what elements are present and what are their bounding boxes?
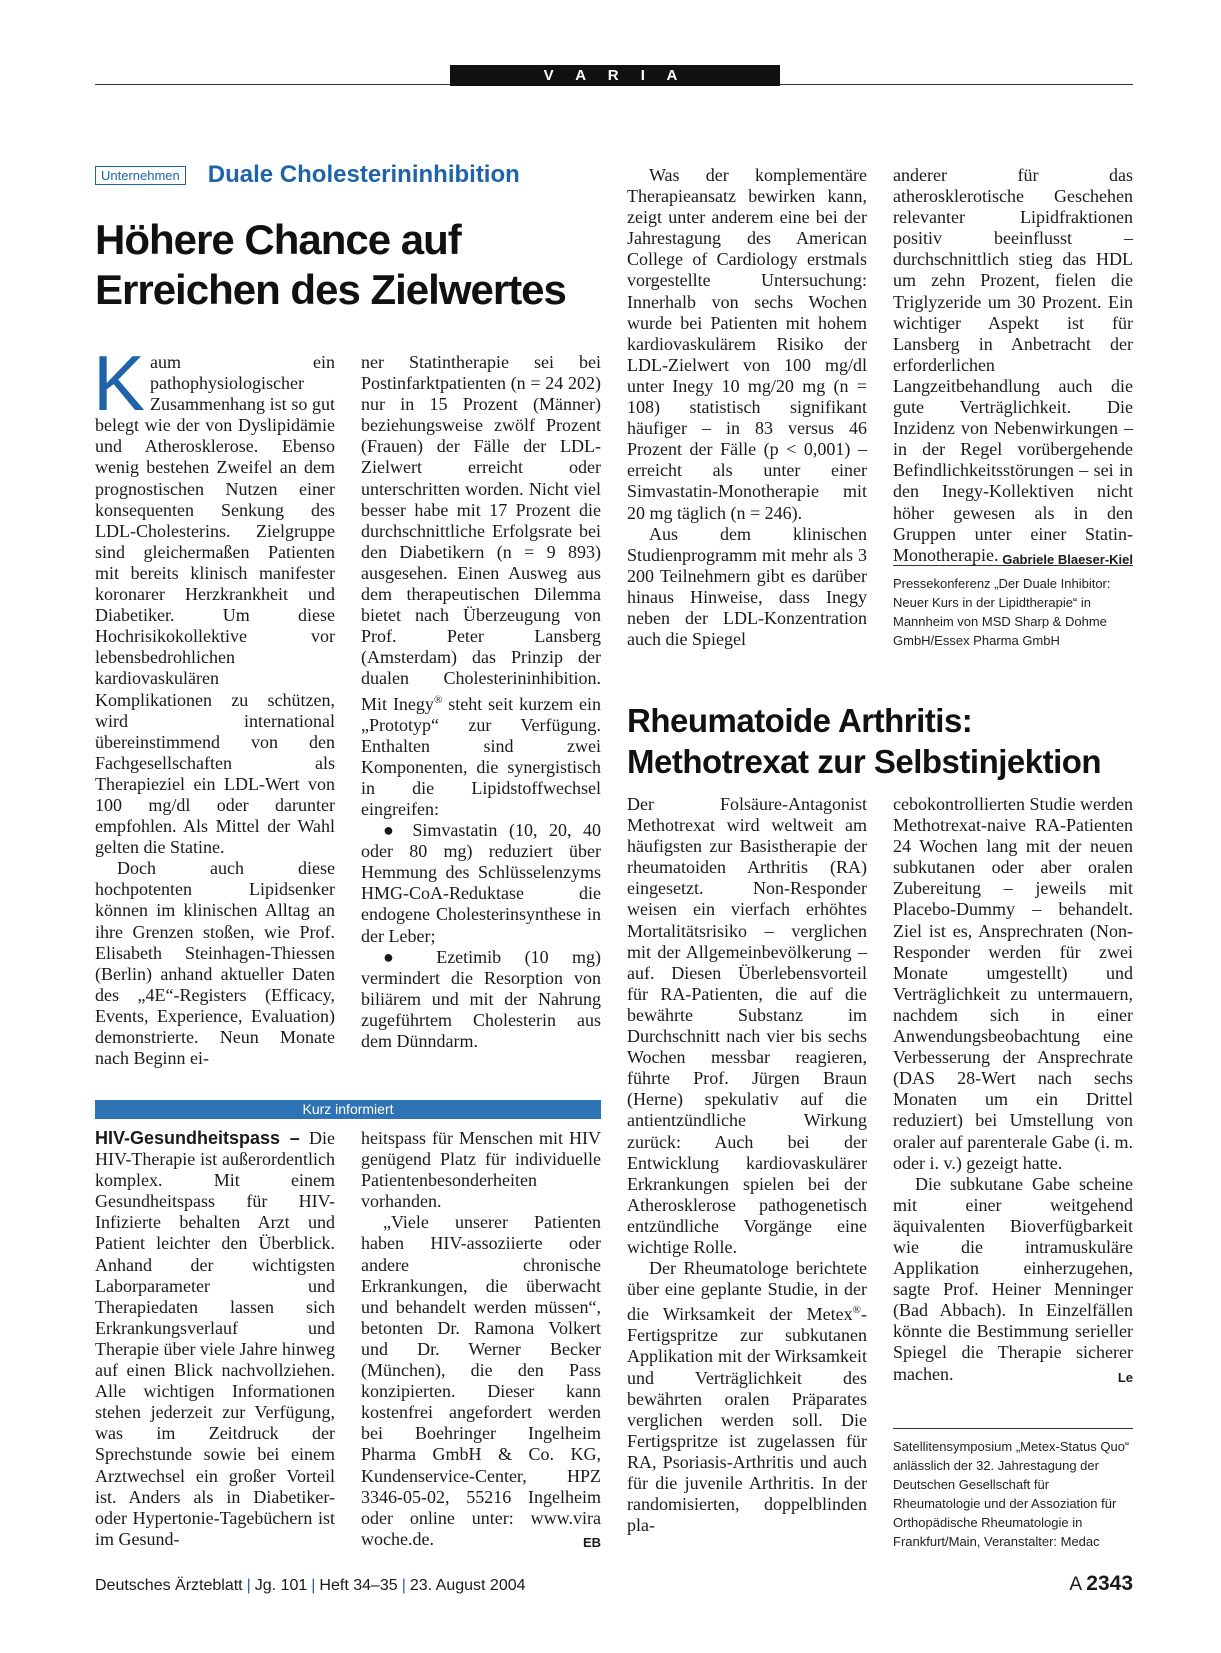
registered-mark: ® — [433, 693, 443, 706]
journal-name: Deutsches Ärzteblatt — [95, 1577, 243, 1594]
paragraph: Aus dem klinischen Studienprogramm mit mehr als 3 200 Teilnehmern gibt es darüber hinaus Hinweise, dass Inegy neben der LDL-Konzentration auch die Spiegel — [627, 523, 867, 650]
paragraph: heitspass für Menschen mit HIV genügend Platz für individuelle Patientenbesonderheiten vorhanden. — [361, 1128, 601, 1212]
issue-date: 23. August 2004 — [409, 1577, 526, 1594]
paragraph: Was der komplementäre Therapieansatz bewirken kann, zeigt unter anderem eine bei der Jahrestagung des American College of Cardiology erstmals vorgestellte Untersuchung: Innerhalb von sechs Wochen wurde bei Patienten mit hohem kardiovaskulärem Risiko der LDL-Zielwert von 100 mg/dl unter Inegy 10 mg/20 mg (n = 108) statistisch signifikant häufiger – in 83 versus 46 Prozent der Fälle (p < 0,001) – erreicht als unter einer Simvastatin-Monotherapie mit 20 mg täglich (n = 246). — [627, 165, 867, 523]
page-prefix: A — [1069, 1574, 1081, 1595]
separator: | — [246, 1577, 251, 1594]
headline-line-1: Rheumatoide Arthritis: — [627, 702, 973, 739]
article1-column-3 — [627, 165, 867, 650]
paragraph: „Viele unserer Patienten haben HIV-assoziierte oder andere chronische Erkrankungen, die überwacht und behandelt werden müssen“, betonten Dr. Ramona Volkert und Dr. Werner Becker (München), die den Pass konzipierten. Dieser kann kostenfrei angefordert werden bei Boehringer Ingelheim Pharma GmbH & Co. KG, Kundenservice-Center, HPZ 3346-05-02, 55216 Ingelheim oder online unter: www.vira woche.de. — [361, 1212, 601, 1549]
paragraph: aum ein pathophysiologischer Zusammenhang ist so gut belegt wie der von Dyslipidämie und Atherosklerose. Ebenso wenig bestehen Zweifel an dem prognostischen Nutzen einer konsequenten Senkung des LDL-Cholesterins. Zielgruppe sind gleichermaßen Patienten mit bereits klinisch manifester koronarer Herzkrankheit und Diabetiker. Um diese Hochrisikokollektive vor lebensbedrohlichen kardiovaskulären Komplikationen zu schützen, wird international übereinstimmend von den Fachgesellschaften als Therapieziel ein LDL-Wert von 100 mg/dl oder darunter empfohlen. Als Mittel der Wahl gelten die Statine. — [95, 352, 335, 858]
page-number — [1069, 1572, 1133, 1596]
headline-line-2: Erreichen des Zielwertes — [95, 266, 566, 313]
paragraph: Der Folsäure-Antagonist Methotrexat wird weltweit am häufigsten zur Basistherapie der rheumatoiden Arthritis (RA) eingesetzt. Non-Responder weisen ein vierfach erhöhtes Mortalitätsrisiko – verglichen mit der Allgemeinbevölkerung – auf. Diesen Überlebensvorteil für RA-Patienten, die auf die bewährte Substanz im Durchschnitt nach vier bis sechs Wochen messbar reagieren, führte Prof. Jürgen Braun (Herne) spekulativ auf die antientzündliche Wirkung zurück: Auch bei der Entwicklung kardiovaskulärer Erkrankungen spielen bei der Atherosklerose pathogenetisch entzündliche Vorgänge eine wichtige Rolle. — [627, 794, 867, 1257]
volume: Jg. 101 — [254, 1577, 308, 1594]
issue: Heft 34–35 — [319, 1577, 398, 1594]
drop-cap: K — [93, 339, 146, 427]
info-box-title: Kurz informiert — [95, 1100, 601, 1119]
info-box-column-1 — [95, 1128, 335, 1550]
article1-column-1 — [93, 339, 335, 1069]
source-note: Pressekonferenz „Der Duale Inhibitor: Neuer Kurs in der Lipidtherapie“ in Mannheim von MSD Sharp & Dohme GmbH/Essex Pharma GmbH — [893, 565, 1133, 650]
paragraph: cebokontrollierten Studie werden Methotrexat-naive RA-Patienten 24 Wochen lang mit der neuen subkutanen oder aber oralen Zubereitung – jeweils mit Placebo-Dummy – behandelt. Ziel ist es, Ansprechraten (Non-Responder werden für zwei Monate umgestellt) und Verträglichkeit zu untermauern, nachdem sich in einer Anwendungsbeobachtung eine Verbesserung der Ansprechrate (DAS 28-Wert nach sechs Monaten um ein Drittel reduziert) bei Umstellung von oraler auf parenterale Gabe (i. m. oder i. v.) gezeigt hatte. — [893, 794, 1133, 1173]
article-kicker: Duale Cholesterininhibition — [207, 161, 520, 188]
separator: | — [311, 1577, 316, 1594]
section-label: V A R I A — [450, 65, 780, 86]
paragraph: Die subkutane Gabe scheine mit einer weitgehend äquivalenten Bioverfügbarkeit wie die intramuskuläre Applikation einherzugehen, sagte Prof. Heiner Menninger (Bad Abbach). In Einzelfällen könnte die Bestimmung serieller Spiegel die Therapie sicherer machen. — [893, 1173, 1133, 1384]
bullet-item: ● Simvastatin (10, 20, 40 oder 80 mg) reduziert über Hemmung des Schlüsselenzyms HMG-CoA-Reduktase die endogene Cholesterinsynthese in der Leber; — [361, 820, 601, 946]
author-initials: EB — [582, 1534, 601, 1550]
article1-column-2 — [361, 352, 601, 1052]
category-tag: Unternehmen — [95, 166, 186, 185]
author-name: Gabriele Blaeser-Kiel — [1002, 551, 1133, 567]
paragraph: Der Rheumatologe berichtete über eine geplante Studie, in der die Wirksamkeit der Metex — [627, 1258, 867, 1325]
article1-column-4 — [893, 165, 1133, 570]
article2-column-1 — [627, 794, 867, 1536]
page-number-value: 2343 — [1086, 1572, 1133, 1595]
headline-line-2: Methotrexat zur Selbstinjektion — [627, 743, 1102, 780]
info-lead: HIV-Gesundheitspass – — [95, 1128, 300, 1148]
paragraph: ner Statintherapie sei bei Postinfarktpatienten (n = 24 202) nur in 15 Prozent (Männer) beziehungsweise zwölf Prozent (Frauen) der Fälle der LDL-Zielwert erreicht oder unterschritten worden. Nicht viel besser habe mit 17 Prozent die durchschnittliche Erfolgsrate bei den Diabetikern (n = 9 893) ausgesehen. Einen Ausweg aus dem therapeutischen Dilemma bietet nach Überzeugung von Prof. Peter Lansberg (Amsterdam) das Prinzip der dualen Cholesterininhibition. Mit Inegy — [361, 352, 601, 714]
article-tagline — [95, 161, 520, 189]
headline-line-1: Höhere Chance auf — [95, 216, 461, 263]
bullet-item: ● Ezetimib (10 mg) vermindert die Resorption von biliärem und mit der Nahrung zugeführtem Cholesterin aus dem Dünndarm. — [361, 946, 601, 1051]
author-initials: Le — [1117, 1369, 1133, 1385]
paragraph: Doch auch diese hochpotenten Lipidsenker können im klinischen Alltag an ihre Grenzen stoßen, wie Prof. Elisabeth Steinhagen-Thiessen (Berlin) anhand aktueller Daten des „4E“-Registers (Efficacy, Events, Experience, Evaluation) demonstrierte. Neun Monate nach Beginn ei- — [95, 858, 335, 1069]
paragraph: anderer für das atherosklerotische Geschehen relevanter Lipidfraktionen positiv beeinflusst – durchschnittlich stieg das HDL um zehn Prozent, fielen die Triglyzeride um 30 Prozent. Ein wichtiger Aspekt ist für Lansberg in Anbetracht der erforderlichen Langzeitbehandlung auch die gute Verträglichkeit. Die Inzidenz von Nebenwirkungen – in der Regel vorübergehende Befindlichkeitsstörungen – sei in den Inegy-Kollektiven nicht höher gewesen als in den Gruppen unter einer Statin-Monotherapie. — [893, 165, 1133, 565]
registered-mark: ® — [852, 1304, 861, 1317]
paragraph-continued: -Fertigspritze zur subkutanen Applikation mit der Wirksamkeit und Verträglichkeit des bewährten oralen Präparates verglichen werden soll. Die Fertigspritze ist zugelassen für RA, Psoriasis-Arthritis und auch für die juvenile Arthritis. In der randomisierten, doppelblinden pla- — [627, 1304, 867, 1536]
source-note: Satellitensymposium „Metex-Status Quo“ anlässlich der 32. Jahrestagung der Deutschen Gesellschaft für Rheumatologie und der Assoziation für Orthopädische Rheumatologie in Frankfurt/Main, Veranstalter: Medac — [893, 1428, 1133, 1551]
article-headline — [95, 215, 595, 315]
footer-citation — [95, 1577, 526, 1595]
paragraph: Die HIV-Therapie ist außerordentlich komplex. Mit einem Gesundheitspass für HIV-Infizierte behalten Arzt und Patient leichter den Überblick. Anhand der wichtigsten Laborparameter und Therapiedaten lassen sich Erkrankungsverlauf und Therapie über viele Jahre hinweg auf einen Blick nachvollziehen. Alle wichtigen Informationen stehen jederzeit zur Verfügung, was im Zeitdruck der Sprechstunde sowie bei einem Arztwechsel ein großer Vorteil ist. Anders als in Diabetiker- oder Hypertonie-Tagebüchern ist im Gesund- — [95, 1128, 335, 1549]
article2-headline — [627, 700, 1147, 782]
info-box-column-2 — [361, 1128, 601, 1553]
article2-column-2 — [893, 794, 1133, 1388]
separator: | — [401, 1577, 406, 1594]
paragraph-continued: steht seit kurzem ein „Prototyp“ zur Verfügung. Enthalten sind zwei Komponenten, die synergistisch in die Lipidstoffwechsel eingreifen: — [361, 693, 601, 819]
